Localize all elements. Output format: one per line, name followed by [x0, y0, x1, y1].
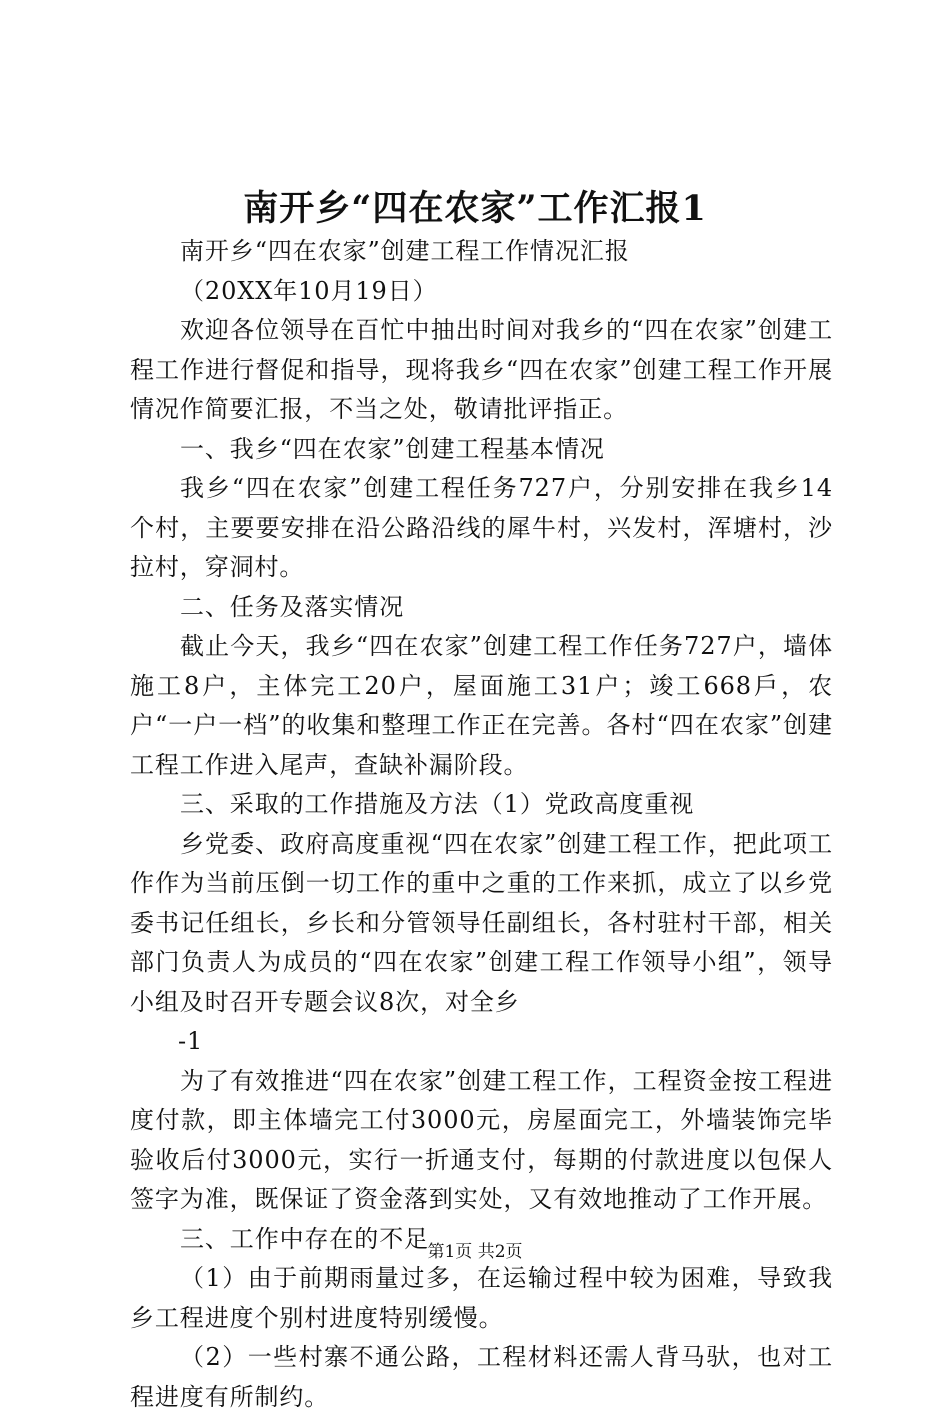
report-subtitle: 南开乡“四在农家”创建工程工作情况汇报	[180, 237, 630, 265]
report-date: （20XX年10月19日）	[180, 276, 438, 305]
funding-paragraph: 为了有效推进“四在农家”创建工程工作，工程资金按工程进度付款，即主体墙完工付3000元，房屋面完工，外墙装饰完毕验收后付3000元，实行一折通支付，每期的付款进度以包保人签字为准，既保证了资金落到实处，又有效地推动了工作开展。	[130, 1066, 833, 1213]
section-heading-basic-situation: 一、我乡“四在农家”创建工程基本情况	[180, 434, 605, 463]
inline-page-mark: -1	[178, 1027, 204, 1055]
section-heading-task-implementation: 二、任务及落实情况	[180, 592, 405, 621]
shortcoming-item-2: （2）一些村寨不通公路，工程材料还需人背马驮，也对工程进度有所制约。	[130, 1343, 833, 1411]
document-title: 南开乡“四在农家”工作汇报1	[243, 188, 707, 229]
shortcoming-item-1: （1）由于前期雨量过多，在运输过程中较为困难，导致我乡工程进度个别村进度特别缓慢。	[130, 1264, 833, 1332]
section-heading-measures: 三、采取的工作措施及方法（1）党政高度重视	[180, 790, 695, 818]
intro-paragraph: 欢迎各位领导在百忙中抽出时间对我乡的“四在农家”创建工程工作进行督促和指导，现将我乡“四在农家”创建工程工作开展情况作简要汇报，不当之处，敬请批评指正。	[130, 316, 833, 423]
basic-situation-paragraph: 我乡“四在农家”创建工程任务727户，分别安排在我乡14个村，主要要安排在沿公路沿线的犀牛村，兴发村，浑塘村，沙拉村，穿洞村。	[130, 474, 833, 581]
section-heading-shortcomings: 三、工作中存在的不足	[180, 1224, 429, 1253]
measures-paragraph: 乡党委、政府高度重视“四在农家”创建工程工作，把此项工作作为当前压倒一切工作的重中之重的工作来抓，成立了以乡党委书记任组长，乡长和分管领导任副组长，各村驻村干部，相关部门负责人为成员的“四在农家”创建工程工作领导小组”，领导小组及时召开专题会议8次，对全乡	[130, 829, 833, 1016]
task-implementation-paragraph: 截止今天，我乡“四在农家”创建工程工作任务727户，墙体施工8户，主体完工20户，屋面施工31户；竣工668戶，农户“一户一档”的收集和整理工作正在完善。各村“四在农家”创建工程工作进入尾声，查缺补漏阶段。	[130, 632, 833, 779]
page-footer: 第1页 共2页	[427, 1242, 523, 1262]
